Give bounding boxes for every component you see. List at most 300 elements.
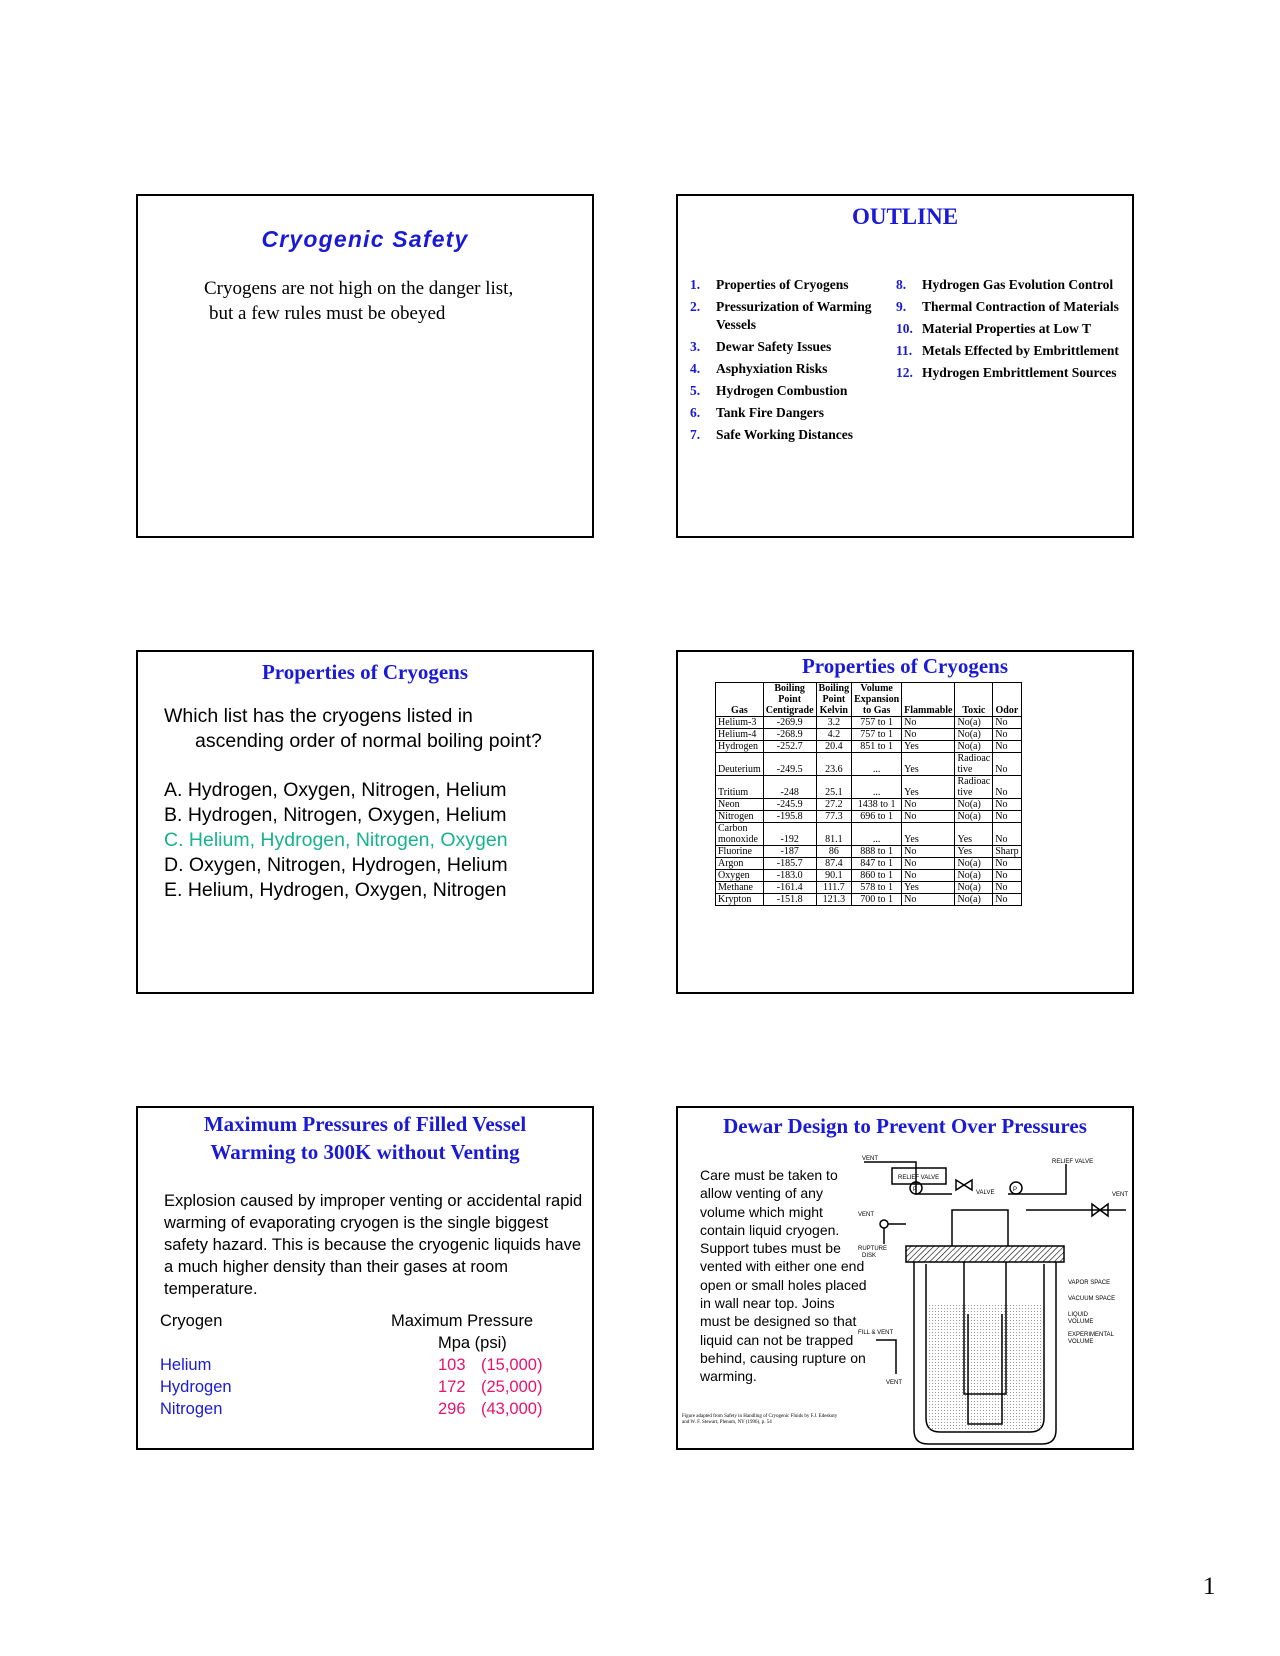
cell-line: -161.4 xyxy=(776,882,803,893)
column-header xyxy=(993,694,1021,705)
table-cell xyxy=(852,823,902,846)
cell-line: No(a) xyxy=(957,870,981,881)
item-text: Dewar Safety Issues xyxy=(716,339,832,354)
cell-line: tive xyxy=(957,787,973,798)
column-header: Boiling xyxy=(763,683,816,695)
label-vent: VENT xyxy=(862,1156,879,1162)
cell-line: Argon xyxy=(718,858,744,869)
table-cell xyxy=(816,741,852,753)
item-text: Hydrogen Embrittlement Sources xyxy=(922,365,1117,380)
table-cell xyxy=(852,882,902,894)
table-cell xyxy=(716,870,764,882)
table-header-row xyxy=(716,694,1022,705)
table-row xyxy=(716,858,1022,870)
table-cell xyxy=(955,799,993,811)
table-row xyxy=(716,729,1022,741)
table-cell xyxy=(816,729,852,741)
cell-line: No xyxy=(995,858,1008,869)
cell-line: 696 to 1 xyxy=(860,811,894,822)
table-cell xyxy=(716,799,764,811)
table-cell xyxy=(955,882,993,894)
cell-line: 25.1 xyxy=(825,787,843,798)
outline-item xyxy=(690,404,886,422)
slide-body xyxy=(204,276,513,326)
table-cell xyxy=(993,776,1021,799)
slide-cryogenic-safety xyxy=(136,194,594,538)
table-cell xyxy=(993,882,1021,894)
label-p: P xyxy=(1013,1187,1018,1193)
item-number: 12. xyxy=(896,365,913,380)
cell-line: 27.2 xyxy=(825,799,843,810)
column-header: Odor xyxy=(993,705,1021,717)
title-line: Maximum Pressures of Filled Vessel xyxy=(203,1112,527,1136)
table-cell xyxy=(955,870,993,882)
cell-line: -185.7 xyxy=(776,858,803,869)
label-vacuum-space: VACUUM SPACE xyxy=(1068,1296,1116,1302)
cell-line: 86 xyxy=(828,846,839,857)
label-rupture: RUPTURE xyxy=(858,1246,888,1252)
table-cell xyxy=(902,776,955,799)
table-cell xyxy=(852,799,902,811)
cell-line: No xyxy=(995,799,1008,810)
cell-line: 847 to 1 xyxy=(860,858,894,869)
cell-line: tive xyxy=(957,764,973,775)
item-number: 4. xyxy=(690,361,701,376)
outline-item xyxy=(896,364,1126,382)
cell-line: 90.1 xyxy=(825,870,843,881)
outline-item xyxy=(896,342,1126,360)
table-cell xyxy=(993,823,1021,846)
table-cell xyxy=(716,717,764,729)
column-header xyxy=(902,694,955,705)
outline-item xyxy=(896,298,1126,316)
cell-line: No(a) xyxy=(957,811,981,822)
label-fill-vent: FILL & VENT xyxy=(858,1330,894,1336)
table-cell xyxy=(902,870,955,882)
table-cell xyxy=(955,753,993,776)
table-cell xyxy=(955,717,993,729)
column-header: Kelvin xyxy=(816,705,852,717)
column-header: Expansion xyxy=(852,694,902,705)
quiz-question xyxy=(164,704,584,754)
table-cell xyxy=(902,894,955,906)
table-cell xyxy=(763,753,816,776)
cell-line: No xyxy=(904,894,917,905)
quiz-options xyxy=(164,778,508,903)
table-cell xyxy=(816,811,852,823)
cryogen-name: Hydrogen xyxy=(160,1378,232,1396)
table-cell xyxy=(852,858,902,870)
cell-line: No xyxy=(995,870,1008,881)
table-cell xyxy=(763,729,816,741)
column-header xyxy=(716,683,764,695)
fill-line xyxy=(876,1340,896,1374)
quiz-option: D. Oxygen, Nitrogen, Hydrogen, Helium xyxy=(164,854,508,876)
column-header: Toxic xyxy=(955,705,993,717)
cell-line: 23.6 xyxy=(825,764,843,775)
item-number: 9. xyxy=(896,299,907,314)
column-header xyxy=(902,683,955,695)
table-row xyxy=(716,799,1022,811)
item-text: Material Properties at Low T xyxy=(922,321,1091,336)
column-header: Point xyxy=(763,694,816,705)
cell-line: 4.2 xyxy=(827,729,841,740)
table-cell xyxy=(763,882,816,894)
question-line: ascending order of normal boiling point? xyxy=(195,730,542,752)
cell-line: Yes xyxy=(904,882,919,893)
label-vent-right: VENT xyxy=(1112,1192,1128,1198)
column-header: Centigrade xyxy=(763,705,816,717)
table-cell xyxy=(955,823,993,846)
col-header-units: Mpa (psi) xyxy=(438,1334,507,1352)
cell-line: No(a) xyxy=(957,729,981,740)
outline-item xyxy=(896,276,1126,294)
label-relief-valve-right: RELIEF VALVE xyxy=(1052,1159,1094,1165)
item-text: Pressurization of Warming Vessels xyxy=(716,299,872,332)
cell-line: Nitrogen xyxy=(718,811,754,822)
cell-line: No xyxy=(995,894,1008,905)
table-cell xyxy=(902,882,955,894)
slide-title: Properties of Cryogens xyxy=(261,660,469,684)
item-text: Thermal Contraction of Materials xyxy=(922,299,1119,314)
table-cell xyxy=(852,717,902,729)
column-header: to Gas xyxy=(852,705,902,717)
cell-line: 888 to 1 xyxy=(860,846,894,857)
cell-line: No xyxy=(904,729,917,740)
table-cell xyxy=(716,811,764,823)
quiz-option: B. Hydrogen, Nitrogen, Oxygen, Helium xyxy=(164,804,507,826)
table-cell xyxy=(763,776,816,799)
quiz-option: A. Hydrogen, Oxygen, Nitrogen, Helium xyxy=(164,779,507,801)
quiz-option-correct: C. Helium, Hydrogen, Nitrogen, Oxygen xyxy=(164,829,508,851)
cell-line: Sharp xyxy=(995,846,1019,857)
neck-tube xyxy=(952,1210,1008,1246)
table-cell xyxy=(993,846,1021,858)
outline-item xyxy=(690,276,886,294)
table-cell xyxy=(763,846,816,858)
table-cell xyxy=(763,799,816,811)
table-cell xyxy=(955,741,993,753)
table-cell xyxy=(852,776,902,799)
cell-line: 578 to 1 xyxy=(860,882,894,893)
table-cell xyxy=(902,729,955,741)
table-cell xyxy=(816,882,852,894)
table-row xyxy=(716,823,1022,846)
cell-line: No xyxy=(904,846,917,857)
table-cell xyxy=(955,858,993,870)
table-cell xyxy=(816,823,852,846)
table-cell xyxy=(763,811,816,823)
table-cell xyxy=(993,741,1021,753)
cell-line: No xyxy=(995,729,1008,740)
item-number: 11. xyxy=(896,343,913,358)
cell-line: No xyxy=(995,717,1008,728)
column-header: Volume xyxy=(852,683,902,695)
table-cell xyxy=(993,894,1021,906)
cell-line: No(a) xyxy=(957,741,981,752)
table-cell xyxy=(902,753,955,776)
cell-line: Neon xyxy=(718,799,740,810)
table-cell xyxy=(955,811,993,823)
slide-title: Properties of Cryogens xyxy=(801,654,1009,678)
cell-line: No(a) xyxy=(957,894,981,905)
quiz-option: E. Helium, Hydrogen, Oxygen, Nitrogen xyxy=(164,879,507,901)
cell-line: No xyxy=(904,811,917,822)
cell-line: ... xyxy=(872,834,881,845)
question-line: Which list has the cryogens listed in xyxy=(164,705,473,727)
table-row xyxy=(716,870,1022,882)
table-cell xyxy=(902,823,955,846)
cell-line: No(a) xyxy=(957,858,981,869)
cell-line: -151.8 xyxy=(776,894,803,905)
table-cell xyxy=(955,894,993,906)
cell-line: 860 to 1 xyxy=(860,870,894,881)
cell-line: 851 to 1 xyxy=(860,741,894,752)
slide-title xyxy=(138,1110,592,1166)
cell-line: Oxygen xyxy=(718,870,750,881)
table-cell xyxy=(955,846,993,858)
column-header xyxy=(955,683,993,695)
caption-line: and W. F. Stewart, Plenum, NY (1996), p. 54 xyxy=(682,1420,772,1425)
caption-line: Figure adapted from Safety in Handling of Cryogenic Fluids by F.J. Edeskuty xyxy=(682,1414,838,1419)
cell-line: -195.8 xyxy=(776,811,803,822)
slide-paragraph: Explosion caused by improper venting or accidental rapid warming of evaporating cryogen is the single biggest safety hazard. This is because the cryogenic liquids have a much higher density than their gases at room temperature. xyxy=(164,1192,583,1298)
cell-line: Helium-4 xyxy=(718,729,757,740)
pressure-mpa: 296 xyxy=(438,1400,466,1418)
cell-line: Methane xyxy=(718,882,753,893)
item-number: 8. xyxy=(896,277,907,292)
table-cell xyxy=(716,846,764,858)
table-cell xyxy=(716,741,764,753)
body-line: Cryogens are not high on the danger list, xyxy=(204,278,514,299)
cell-line: No xyxy=(995,834,1008,845)
column-header xyxy=(993,683,1021,695)
cell-line: Radioac xyxy=(957,776,991,787)
cell-line: -249.5 xyxy=(776,764,803,775)
column-header: Point xyxy=(816,694,852,705)
cell-line: 1438 to 1 xyxy=(857,799,896,810)
table-cell xyxy=(902,741,955,753)
table-header-row xyxy=(716,705,1022,717)
item-number: 1. xyxy=(690,277,701,292)
cell-line: Tritium xyxy=(718,787,749,798)
table-cell xyxy=(763,717,816,729)
outline-item xyxy=(690,298,886,334)
cell-line: No xyxy=(904,717,917,728)
table-cell xyxy=(902,858,955,870)
item-number: 5. xyxy=(690,383,701,398)
label-p: P xyxy=(913,1187,918,1193)
table-cell xyxy=(852,870,902,882)
table-cell xyxy=(993,717,1021,729)
cell-line: 111.7 xyxy=(822,882,845,893)
label-vent-bottom: VENT xyxy=(886,1380,903,1386)
cell-line: -183.0 xyxy=(776,870,803,881)
body-line: but a few rules must be obeyed xyxy=(209,303,446,324)
item-text: Metals Effected by Embrittlement xyxy=(922,343,1119,358)
table-cell xyxy=(816,846,852,858)
cell-line: No xyxy=(995,811,1008,822)
cell-line: 87.4 xyxy=(825,858,843,869)
item-text: Hydrogen Gas Evolution Control xyxy=(922,277,1114,292)
cell-line: 757 to 1 xyxy=(860,729,894,740)
table-cell xyxy=(816,776,852,799)
cell-line: ... xyxy=(872,787,881,798)
item-number: 3. xyxy=(690,339,701,354)
table-cell xyxy=(955,776,993,799)
cell-line: No(a) xyxy=(957,799,981,810)
column-header xyxy=(716,694,764,705)
cell-line: Helium-3 xyxy=(718,717,757,728)
cell-line: 3.2 xyxy=(827,717,841,728)
cell-line: 121.3 xyxy=(822,894,846,905)
item-text: Tank Fire Dangers xyxy=(716,405,825,420)
cell-line: No xyxy=(904,799,917,810)
cell-line: -269.9 xyxy=(776,717,803,728)
label-disk: DISK xyxy=(862,1253,877,1259)
label-experimental: EXPERIMENTAL xyxy=(1068,1332,1114,1338)
cell-line: Krypton xyxy=(718,894,752,905)
slide-maximum-pressures xyxy=(136,1106,594,1450)
col-header-cryogen: Cryogen xyxy=(160,1312,223,1330)
col-header-max-pressure: Maximum Pressure xyxy=(391,1312,534,1330)
cell-line: No(a) xyxy=(957,882,981,893)
page-number: 1 xyxy=(1203,1573,1216,1600)
cell-line: Yes xyxy=(904,741,919,752)
liquid-volume xyxy=(927,1304,1043,1430)
table-row xyxy=(716,811,1022,823)
outline-item xyxy=(690,360,886,378)
table-cell xyxy=(993,811,1021,823)
cell-line: No xyxy=(995,764,1008,775)
pressure-mpa: 172 xyxy=(438,1378,466,1396)
cell-line: -245.9 xyxy=(776,799,803,810)
cell-line: 77.3 xyxy=(825,811,843,822)
table-row xyxy=(716,717,1022,729)
cell-line: -252.7 xyxy=(776,741,803,752)
cell-line: 700 to 1 xyxy=(860,894,894,905)
table-cell xyxy=(716,729,764,741)
slide-dewar-design xyxy=(676,1106,1134,1450)
table-cell xyxy=(763,741,816,753)
outline-list-left xyxy=(690,276,886,448)
cell-line: No xyxy=(904,870,917,881)
table-cell xyxy=(993,753,1021,776)
cell-line: Fluorine xyxy=(718,846,752,857)
item-number: 6. xyxy=(690,405,701,420)
cell-line: Yes xyxy=(904,787,919,798)
item-text: Asphyxiation Risks xyxy=(716,361,828,376)
table-row xyxy=(716,753,1022,776)
table-cell xyxy=(852,811,902,823)
cell-line: Hydrogen xyxy=(718,741,758,752)
cell-line: -187 xyxy=(780,846,799,857)
cell-line: -192 xyxy=(780,834,799,845)
table-cell xyxy=(816,717,852,729)
item-number: 2. xyxy=(690,299,701,314)
table-cell xyxy=(993,858,1021,870)
column-header: Boiling xyxy=(816,683,852,695)
cell-line: monoxide xyxy=(718,834,758,845)
cell-line: ... xyxy=(872,764,881,775)
cryogen-name: Helium xyxy=(160,1356,212,1374)
outline-item xyxy=(690,338,886,356)
slide-title: Cryogenic Safety xyxy=(261,226,469,252)
table-cell xyxy=(763,858,816,870)
table-cell xyxy=(763,870,816,882)
outline-item xyxy=(690,426,886,444)
cell-line: No xyxy=(904,858,917,869)
table-cell xyxy=(716,776,764,799)
item-text: Safe Working Distances xyxy=(716,427,854,442)
table-cell xyxy=(816,870,852,882)
label-vent-left: VENT xyxy=(858,1212,875,1218)
pressure-psi: (25,000) xyxy=(481,1378,543,1396)
label-liquid: LIQUID xyxy=(1068,1312,1089,1318)
cell-line: Yes xyxy=(957,846,973,857)
cell-line: -248 xyxy=(780,787,799,798)
table-cell xyxy=(716,882,764,894)
slide-properties-table xyxy=(676,650,1134,994)
cell-line: No xyxy=(995,882,1008,893)
table-cell xyxy=(852,894,902,906)
table-header-row xyxy=(716,683,1022,695)
table-cell xyxy=(993,799,1021,811)
table-row xyxy=(716,846,1022,858)
cell-line: No xyxy=(995,787,1008,798)
slide-paragraph: Care must be taken to allow venting of any volume which might contain liquid cryogen. Support tubes must be vented with either one end open or small holes placed in wall near top. Joins must be designed so that liquid can not be trapped behind, causing rupture on warming. xyxy=(700,1167,867,1385)
cell-line: Deuterium xyxy=(718,764,761,775)
cell-line: -268.9 xyxy=(776,729,803,740)
column-header: Gas xyxy=(716,705,764,717)
cell-line: No(a) xyxy=(957,717,981,728)
table-cell xyxy=(763,823,816,846)
table-cell xyxy=(993,729,1021,741)
table-row xyxy=(716,741,1022,753)
table-cell xyxy=(716,753,764,776)
table-cell xyxy=(716,894,764,906)
item-number: 7. xyxy=(690,427,701,442)
table-cell xyxy=(852,729,902,741)
cell-line: 81.1 xyxy=(825,834,843,845)
rupture-disk xyxy=(880,1220,888,1228)
table-cell xyxy=(816,858,852,870)
table-cell xyxy=(955,729,993,741)
table-cell xyxy=(902,846,955,858)
column-header xyxy=(955,694,993,705)
slide-quiz-boiling-point xyxy=(136,650,594,994)
table-cell xyxy=(902,799,955,811)
table-cell xyxy=(816,753,852,776)
table-row xyxy=(716,776,1022,799)
outline-item xyxy=(690,382,886,400)
table-cell xyxy=(852,846,902,858)
outline-item xyxy=(896,320,1126,338)
table-cell xyxy=(852,741,902,753)
table-cell xyxy=(902,717,955,729)
pressure-mpa: 103 xyxy=(438,1356,466,1374)
table-row xyxy=(716,882,1022,894)
table-cell xyxy=(716,823,764,846)
cell-line: Yes xyxy=(904,764,919,775)
dewar-diagram xyxy=(856,1154,1128,1446)
pressure-psi: (43,000) xyxy=(481,1400,543,1418)
cell-line: Carbon xyxy=(718,823,748,834)
label-relief-valve: RELIEF VALVE xyxy=(898,1175,940,1181)
valve xyxy=(956,1180,972,1190)
slide-outline xyxy=(676,194,1134,538)
label-experimental-volume: VOLUME xyxy=(1068,1339,1094,1345)
